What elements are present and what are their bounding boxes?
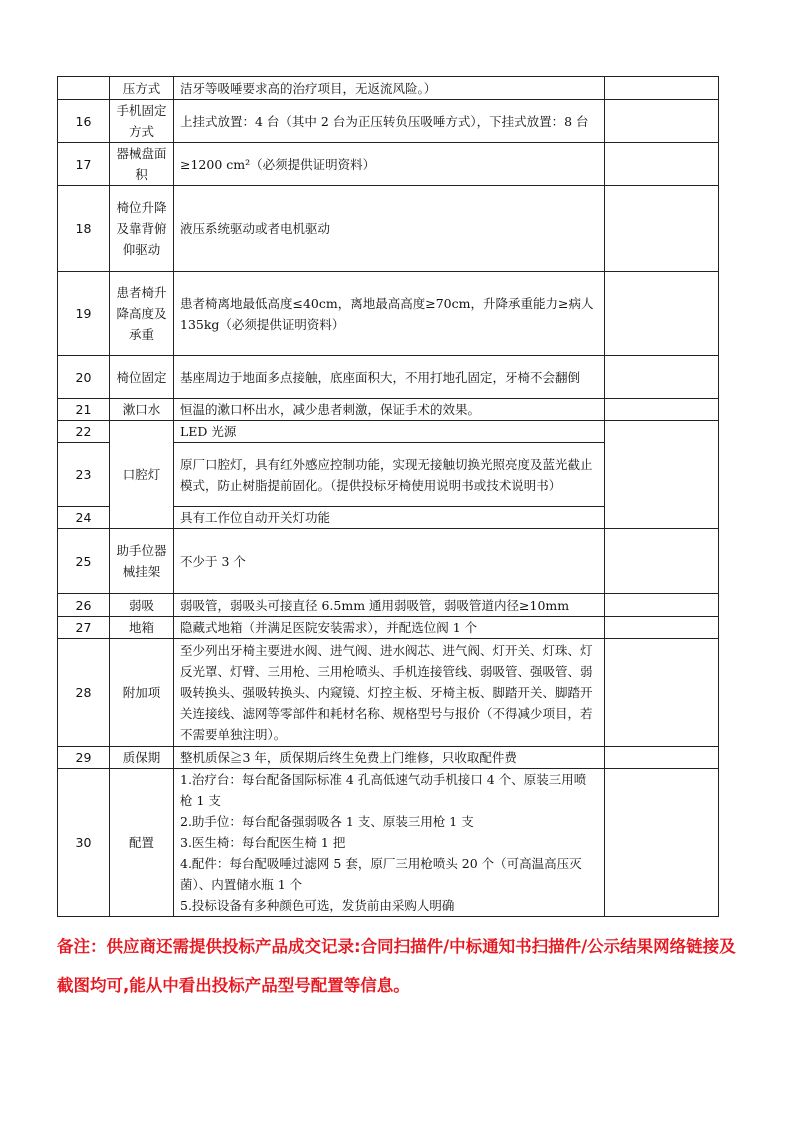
spec-table-container bbox=[57, 76, 718, 917]
item-name: 手机固定方式 bbox=[110, 100, 174, 143]
requirement-text bbox=[174, 769, 605, 917]
config-line: 1.治疗台：每台配备国际标准 4 孔高低速气动手机接口 4 个、原装三用喷枪 1 支 bbox=[180, 772, 587, 808]
requirement-text: 具有工作位自动开关灯功能 bbox=[174, 507, 605, 529]
response-cell bbox=[605, 747, 719, 769]
row-number: 27 bbox=[58, 617, 110, 639]
item-name: 器械盘面积 bbox=[110, 143, 174, 186]
item-name: 患者椅升降高度及承重 bbox=[110, 272, 174, 356]
response-cell bbox=[605, 356, 719, 399]
config-line: 4.配件：每台配吸唾过滤网 5 套，原厂三用枪喷头 20 个（可高温高压灭菌）、内置储水瓶 1 个 bbox=[180, 856, 582, 892]
table-row bbox=[58, 529, 719, 594]
requirement-text: 隐藏式地箱（并满足医院安装需求），并配选位阀 1 个 bbox=[174, 617, 605, 639]
table-row bbox=[58, 769, 719, 917]
response-cell bbox=[605, 769, 719, 917]
response-cell bbox=[605, 617, 719, 639]
table-row bbox=[58, 617, 719, 639]
config-line: 2.助手位：每台配备强弱吸各 1 支、原装三用枪 1 支 bbox=[180, 814, 474, 829]
requirement-text: 至少列出牙椅主要进水阀、进气阀、进水阀芯、进气阀、灯开关、灯珠、灯反光罩、灯臂、三用枪、三用枪喷头、手机连接管线、弱吸管、强吸管、弱吸转换头、强吸转换头、内窥镜、灯控主板、牙椅主板、脚踏开关、脚踏开关连接线、滤网等零部件和耗材名称、规格型号与报价（不得减少项目，若不需要单独注明）。 bbox=[174, 639, 605, 747]
response-cell bbox=[605, 143, 719, 186]
item-name: 附加项 bbox=[110, 639, 174, 747]
table-row bbox=[58, 639, 719, 747]
response-cell bbox=[605, 100, 719, 143]
config-line: 5.投标设备有多种颜色可选，发货前由采购人明确 bbox=[180, 898, 455, 913]
row-number bbox=[58, 77, 110, 100]
requirement-text: 患者椅离地最低高度≤40cm，离地最高高度≥70cm，升降承重能力≥病人 135kg（必须提供证明资料） bbox=[174, 272, 605, 356]
requirement-text: 弱吸管，弱吸头可接直径 6.5mm 通用弱吸管，弱吸管道内径≥10mm bbox=[174, 594, 605, 617]
table-row bbox=[58, 186, 719, 272]
row-number: 22 bbox=[58, 421, 110, 443]
response-cell bbox=[605, 186, 719, 272]
response-cell bbox=[605, 399, 719, 421]
item-name: 椅位升降及靠背俯仰驱动 bbox=[110, 186, 174, 272]
row-number: 26 bbox=[58, 594, 110, 617]
item-name: 弱吸 bbox=[110, 594, 174, 617]
row-number: 23 bbox=[58, 443, 110, 507]
row-number: 20 bbox=[58, 356, 110, 399]
table-row bbox=[58, 143, 719, 186]
remark-note: 备注：供应商还需提供投标产品成交记录:合同扫描件/中标通知书扫描件/公示结果网络链接及截图均可,能从中看出投标产品型号配置等信息。 bbox=[57, 937, 736, 995]
requirement-text: 不少于 3 个 bbox=[174, 529, 605, 594]
row-number: 28 bbox=[58, 639, 110, 747]
item-name: 地箱 bbox=[110, 617, 174, 639]
item-name: 压方式 bbox=[110, 77, 174, 100]
response-cell bbox=[605, 594, 719, 617]
row-number: 16 bbox=[58, 100, 110, 143]
table-row bbox=[58, 100, 719, 143]
row-number: 30 bbox=[58, 769, 110, 917]
table-row bbox=[58, 356, 719, 399]
response-cell bbox=[605, 639, 719, 747]
row-number: 18 bbox=[58, 186, 110, 272]
table-row bbox=[58, 747, 719, 769]
requirement-text: 洁牙等吸唾要求高的治疗项目，无返流风险。） bbox=[174, 77, 605, 100]
config-line: 3.医生椅：每台配医生椅 1 把 bbox=[180, 835, 346, 850]
row-number: 29 bbox=[58, 747, 110, 769]
requirement-text: 恒温的漱口杯出水，减少患者刺激，保证手术的效果。 bbox=[174, 399, 605, 421]
response-cell bbox=[605, 529, 719, 594]
requirement-text: 上挂式放置：4 台（其中 2 台为正压转负压吸唾方式），下挂式放置：8 台 bbox=[174, 100, 605, 143]
table-row bbox=[58, 77, 719, 100]
requirement-text: 原厂口腔灯，具有红外感应控制功能，实现无接触切换光照亮度及蓝光截止模式，防止树脂提前固化。（提供投标牙椅使用说明书或技术说明书） bbox=[174, 443, 605, 507]
response-cell bbox=[605, 272, 719, 356]
row-number: 24 bbox=[58, 507, 110, 529]
table-row bbox=[58, 272, 719, 356]
requirement-text: ≥1200 cm²（必须提供证明资料） bbox=[174, 143, 605, 186]
table-row bbox=[58, 421, 719, 443]
item-name: 口腔灯 bbox=[110, 421, 174, 529]
item-name: 配置 bbox=[110, 769, 174, 917]
item-name: 质保期 bbox=[110, 747, 174, 769]
requirement-text: LED 光源 bbox=[174, 421, 605, 443]
row-number: 21 bbox=[58, 399, 110, 421]
row-number: 19 bbox=[58, 272, 110, 356]
row-number: 17 bbox=[58, 143, 110, 186]
item-name: 助手位器械挂架 bbox=[110, 529, 174, 594]
response-cell bbox=[605, 421, 719, 529]
row-number: 25 bbox=[58, 529, 110, 594]
response-cell bbox=[605, 77, 719, 100]
item-name: 漱口水 bbox=[110, 399, 174, 421]
requirement-text: 基座周边于地面多点接触，底座面积大，不用打地孔固定，牙椅不会翻倒 bbox=[174, 356, 605, 399]
spec-table bbox=[57, 76, 719, 917]
table-row bbox=[58, 399, 719, 421]
item-name: 椅位固定 bbox=[110, 356, 174, 399]
table-row bbox=[58, 594, 719, 617]
requirement-text: 整机质保≧3 年，质保期后终生免费上门维修，只收取配件费 bbox=[174, 747, 605, 769]
requirement-text: 液压系统驱动或者电机驱动 bbox=[174, 186, 605, 272]
